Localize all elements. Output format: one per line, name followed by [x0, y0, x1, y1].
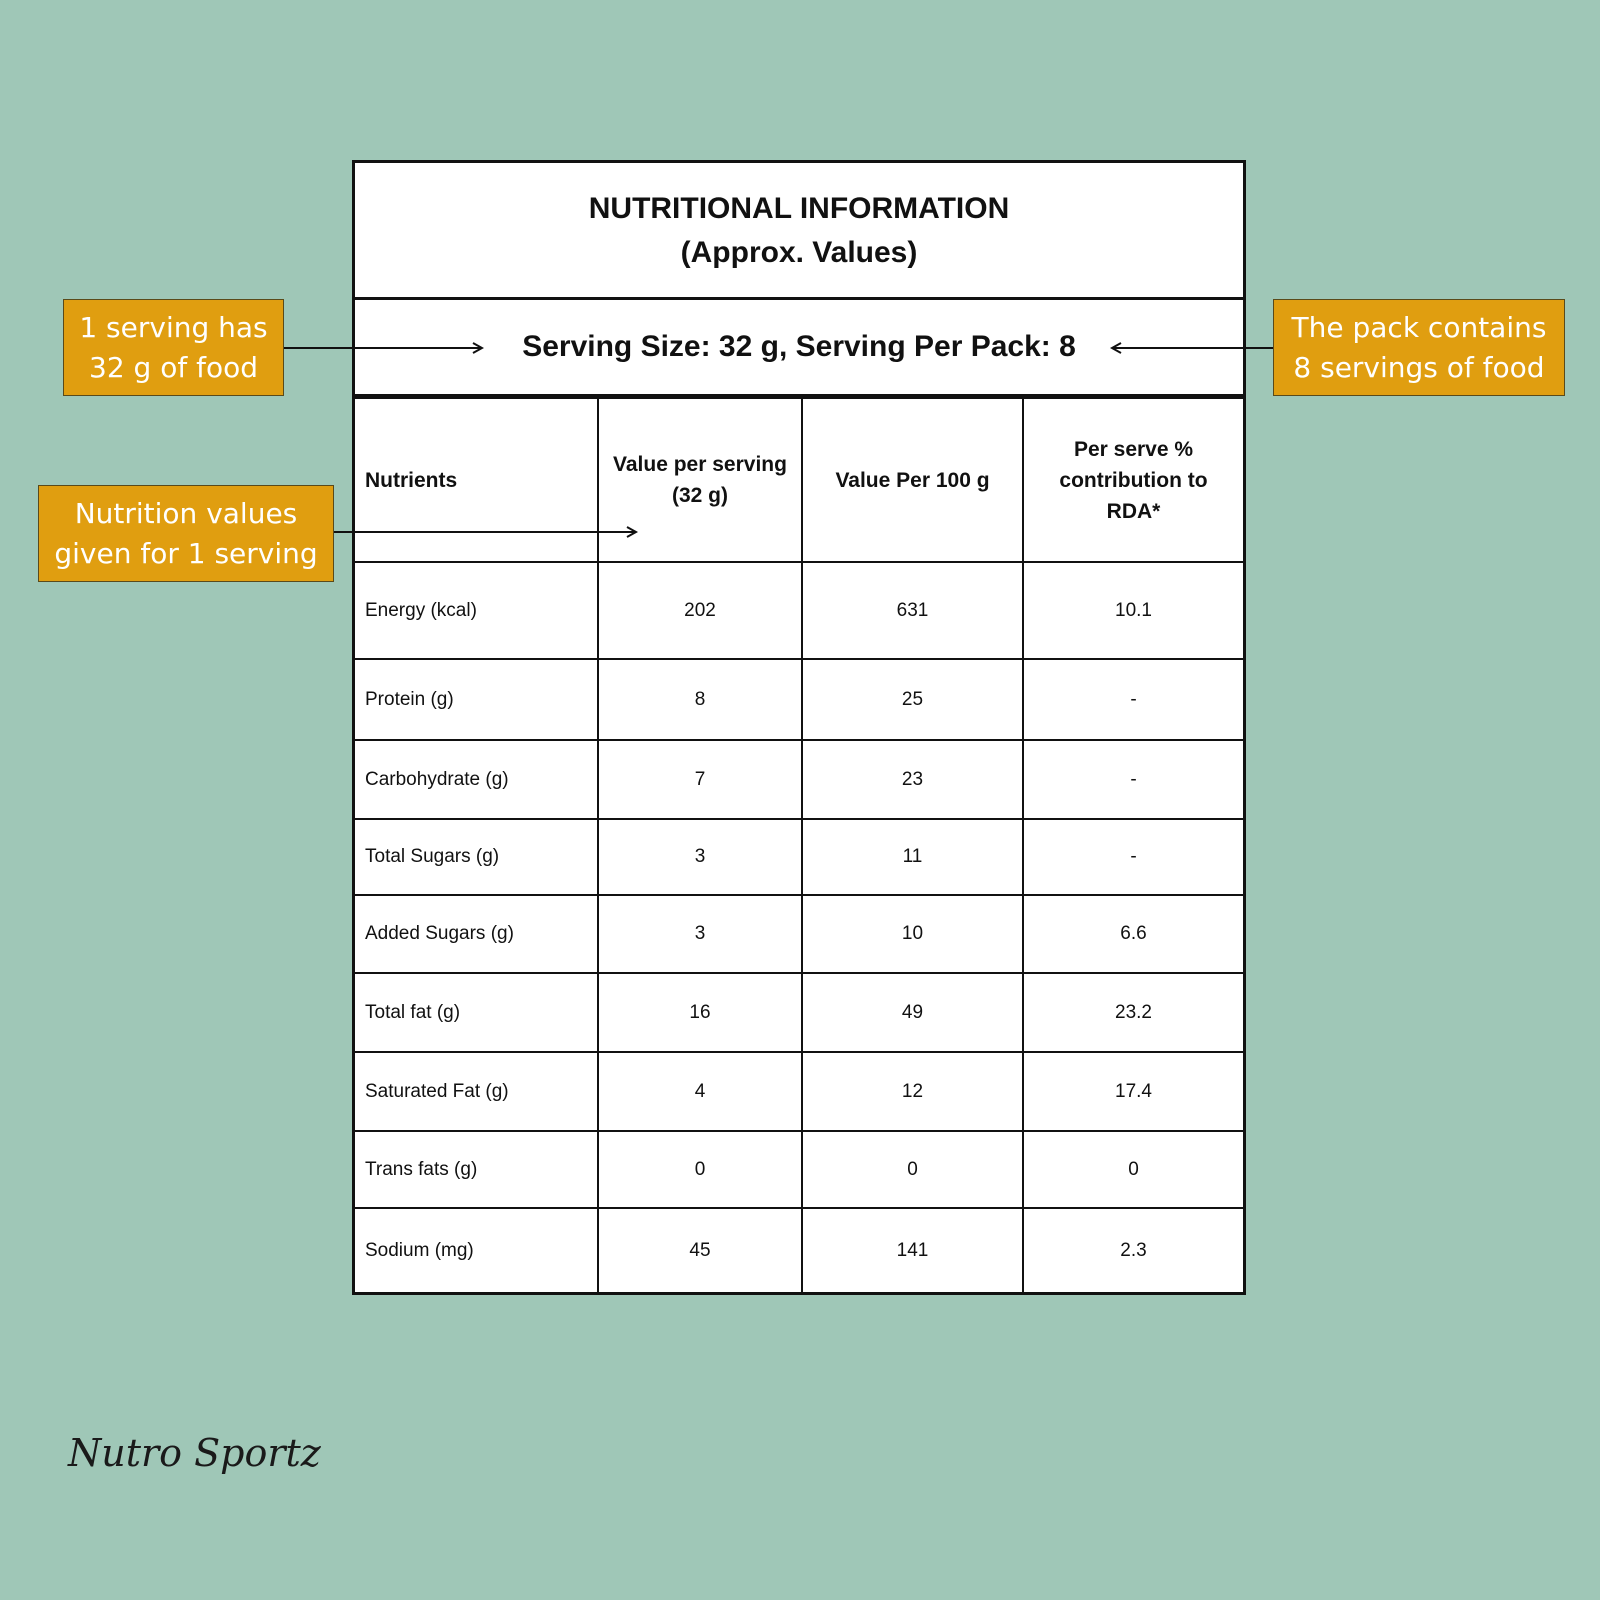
header-rda: Per serve % contribution to RDA* — [1023, 398, 1243, 562]
nutrition-panel — [352, 160, 1246, 1295]
table-row — [355, 1052, 1243, 1131]
value-per-serving: 3 — [598, 819, 802, 895]
nutrient-name: Total Sugars (g) — [355, 819, 598, 895]
rda-percent: 0 — [1023, 1131, 1243, 1208]
rda-percent: - — [1023, 740, 1243, 819]
nutrient-name: Energy (kcal) — [355, 562, 598, 659]
rda-percent: - — [1023, 819, 1243, 895]
value-per-100g: 25 — [802, 659, 1023, 740]
nutrient-name: Added Sugars (g) — [355, 895, 598, 973]
value-per-100g: 12 — [802, 1052, 1023, 1131]
table-header-row — [355, 398, 1243, 562]
table-row — [355, 895, 1243, 973]
value-per-serving: 0 — [598, 1131, 802, 1208]
value-per-100g: 11 — [802, 819, 1023, 895]
callout-line: 1 serving has — [79, 310, 268, 344]
nutrient-name: Saturated Fat (g) — [355, 1052, 598, 1131]
value-per-serving: 16 — [598, 973, 802, 1052]
rda-percent: 17.4 — [1023, 1052, 1243, 1131]
value-per-100g: 0 — [802, 1131, 1023, 1208]
serving-text: Serving Size: 32 g, Serving Per Pack: 8 — [522, 330, 1076, 363]
value-per-100g: 23 — [802, 740, 1023, 819]
rda-percent: 10.1 — [1023, 562, 1243, 659]
value-per-serving: 202 — [598, 562, 802, 659]
callout-line: 8 servings of food — [1293, 350, 1545, 384]
value-per-serving: 4 — [598, 1052, 802, 1131]
value-per-serving: 3 — [598, 895, 802, 973]
value-per-serving: 7 — [598, 740, 802, 819]
nutrient-name: Carbohydrate (g) — [355, 740, 598, 819]
callout-line: 32 g of food — [89, 350, 258, 384]
panel-title: NUTRITIONAL INFORMATION — [588, 192, 1010, 225]
rda-percent: 6.6 — [1023, 895, 1243, 973]
nutrient-name: Total fat (g) — [355, 973, 598, 1052]
rda-percent: 2.3 — [1023, 1208, 1243, 1292]
table-row — [355, 1208, 1243, 1292]
table-row — [355, 740, 1243, 819]
table-row — [355, 659, 1243, 740]
brand-logo — [62, 1424, 321, 1484]
nutrient-name: Sodium (mg) — [355, 1208, 598, 1292]
table-row — [355, 973, 1243, 1052]
rda-percent: - — [1023, 659, 1243, 740]
callout-pack — [1273, 299, 1565, 396]
title-block — [355, 163, 1243, 300]
callout-per-serving — [38, 485, 334, 582]
table-row — [355, 562, 1243, 659]
value-per-100g: 10 — [802, 895, 1023, 973]
header-nutrients: Nutrients — [355, 398, 598, 562]
value-per-serving: 45 — [598, 1208, 802, 1292]
panel-subtitle: (Approx. Values) — [680, 236, 918, 269]
value-per-100g: 49 — [802, 973, 1023, 1052]
nutrition-table — [355, 397, 1243, 1292]
header-value-per-serving: Value per serving (32 g) — [598, 398, 802, 562]
nutrient-name: Trans fats (g) — [355, 1131, 598, 1208]
callout-line: Nutrition values — [74, 496, 298, 530]
serving-info — [355, 300, 1243, 397]
callout-line: The pack contains — [1291, 310, 1547, 344]
nutrient-name: Protein (g) — [355, 659, 598, 740]
table-row — [355, 819, 1243, 895]
value-per-serving: 8 — [598, 659, 802, 740]
header-value-per-100g: Value Per 100 g — [802, 398, 1023, 562]
table-row — [355, 1131, 1243, 1208]
callout-line: given for 1 serving — [54, 536, 318, 570]
rda-percent: 23.2 — [1023, 973, 1243, 1052]
value-per-100g: 141 — [802, 1208, 1023, 1292]
brand-name: Nutro Sportz — [68, 1431, 321, 1475]
callout-serving-size — [63, 299, 284, 396]
value-per-100g: 631 — [802, 562, 1023, 659]
